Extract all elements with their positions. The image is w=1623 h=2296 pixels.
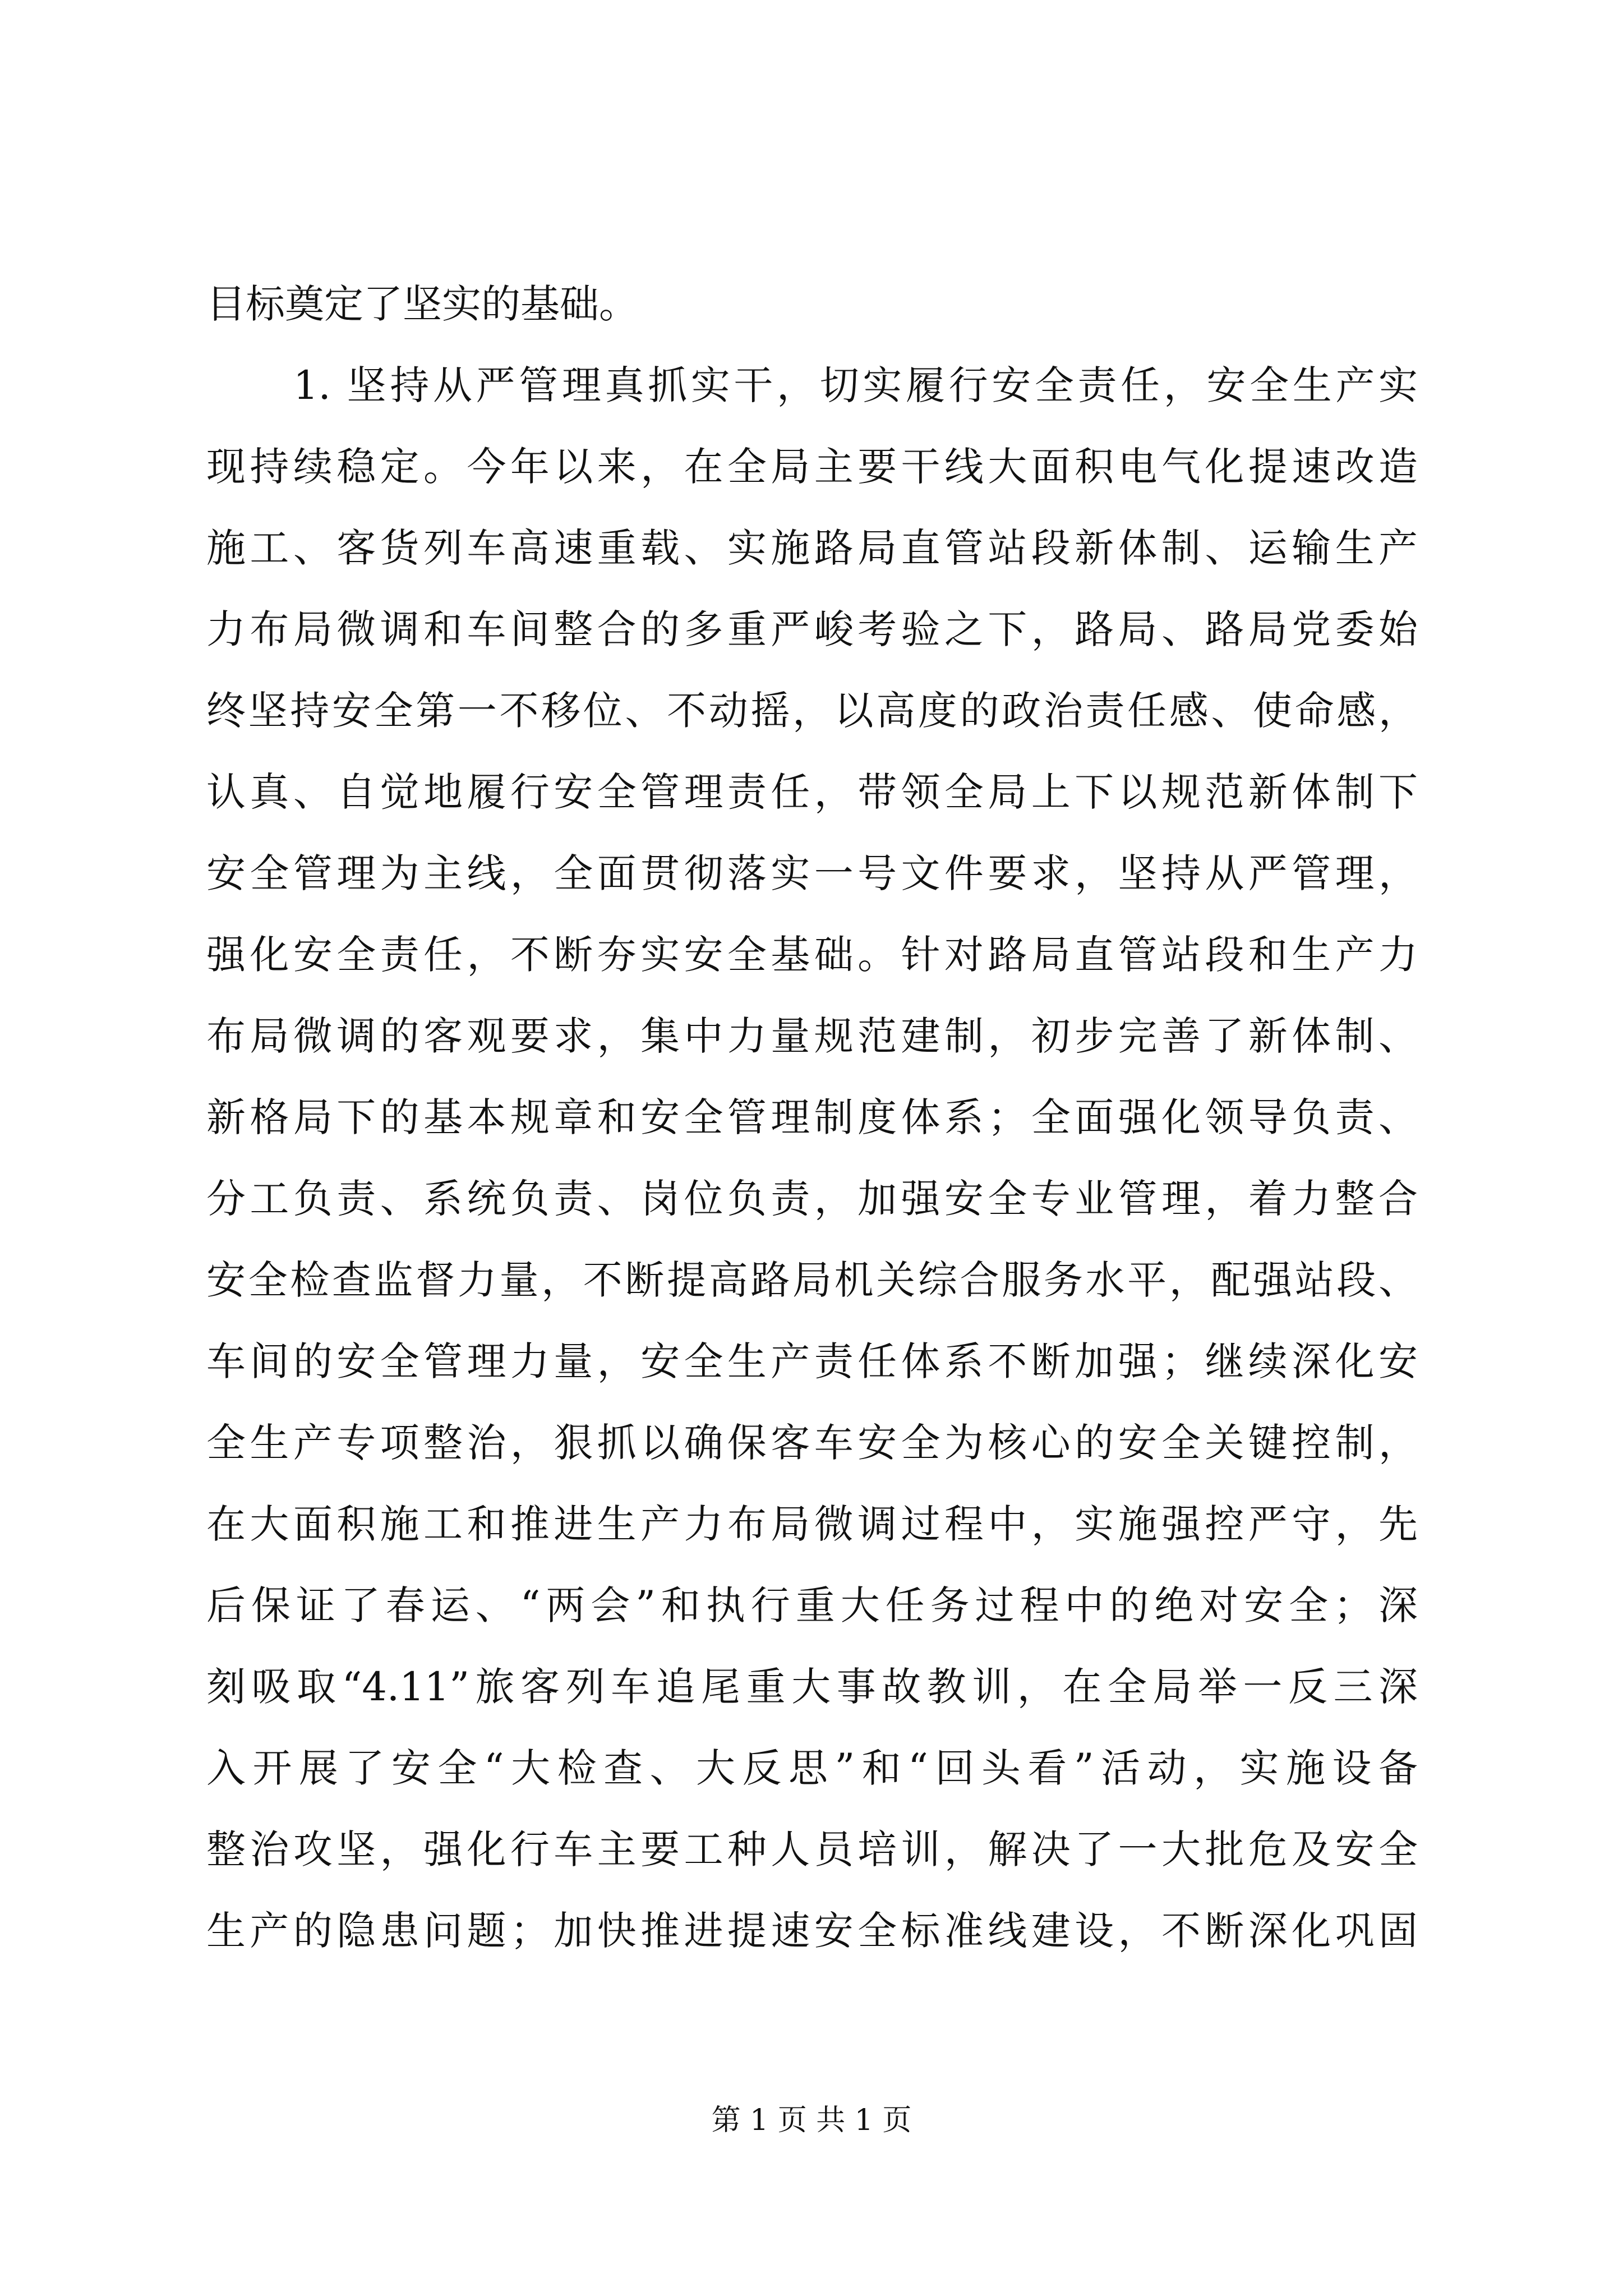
text-line: 终坚持安全第一不移位、不动摇，以高度的政治责任感、使命感，: [206, 688, 1418, 734]
text-line: 布局微调的客观要求，集中力量规范建制，初步完善了新体制、: [206, 1013, 1418, 1059]
text-line: 安全管理为主线，全面贯彻落实一号文件要求，坚持从严管理，: [206, 850, 1418, 896]
text-line: 分工负责、系统负责、岗位负责，加强安全专业管理，着力整合: [206, 1176, 1418, 1222]
text-line: 强化安全责任，不断夯实安全基础。针对路局直管站段和生产力: [206, 932, 1418, 978]
text-line: 刻吸取“4.11”旅客列车追尾重大事故教训，在全局举一反三深: [206, 1664, 1418, 1710]
text-line: 力布局微调和车间整合的多重严峻考验之下，路局、路局党委始: [206, 606, 1418, 652]
text-line: 施工、客货列车高速重载、实施路局直管站段新体制、运输生产: [206, 525, 1418, 571]
text-line: 整治攻坚，强化行车主要工种人员培训，解决了一大批危及安全: [206, 1826, 1418, 1872]
text-line: 生产的隐患问题；加快推进提速安全标准线建设，不断深化巩固: [206, 1908, 1418, 1954]
text-line: 现持续稳定。今年以来，在全局主要干线大面积电气化提速改造: [206, 444, 1418, 490]
text-line: 新格局下的基本规章和安全管理制度体系；全面强化领导负责、: [206, 1094, 1418, 1140]
text-line: 后保证了春运、“两会”和执行重大任务过程中的绝对安全；深: [206, 1582, 1418, 1628]
text-line: 目标奠定了坚实的基础。: [206, 281, 638, 327]
text-line: 全生产专项整治，狠抓以确保客车安全为核心的安全关键控制，: [206, 1420, 1418, 1466]
page-footer: 第 1 页 共 1 页: [711, 2104, 912, 2137]
text-line: 车间的安全管理力量，安全生产责任体系不断加强；继续深化安: [206, 1338, 1418, 1384]
text-line: 1. 坚持从严管理真抓实干，切实履行安全责任，安全生产实: [293, 362, 1418, 408]
text-line: 在大面积施工和推进生产力布局微调过程中，实施强控严守，先: [206, 1501, 1418, 1547]
text-line: 入开展了安全“大检查、大反思”和“回头看”活动，实施设备: [206, 1745, 1418, 1791]
document-body: [206, 264, 1418, 1972]
text-line: 安全检查监督力量，不断提高路局机关综合服务水平，配强站段、: [206, 1257, 1418, 1303]
text-line: 认真、自觉地履行安全管理责任，带领全局上下以规范新体制下: [206, 769, 1418, 815]
